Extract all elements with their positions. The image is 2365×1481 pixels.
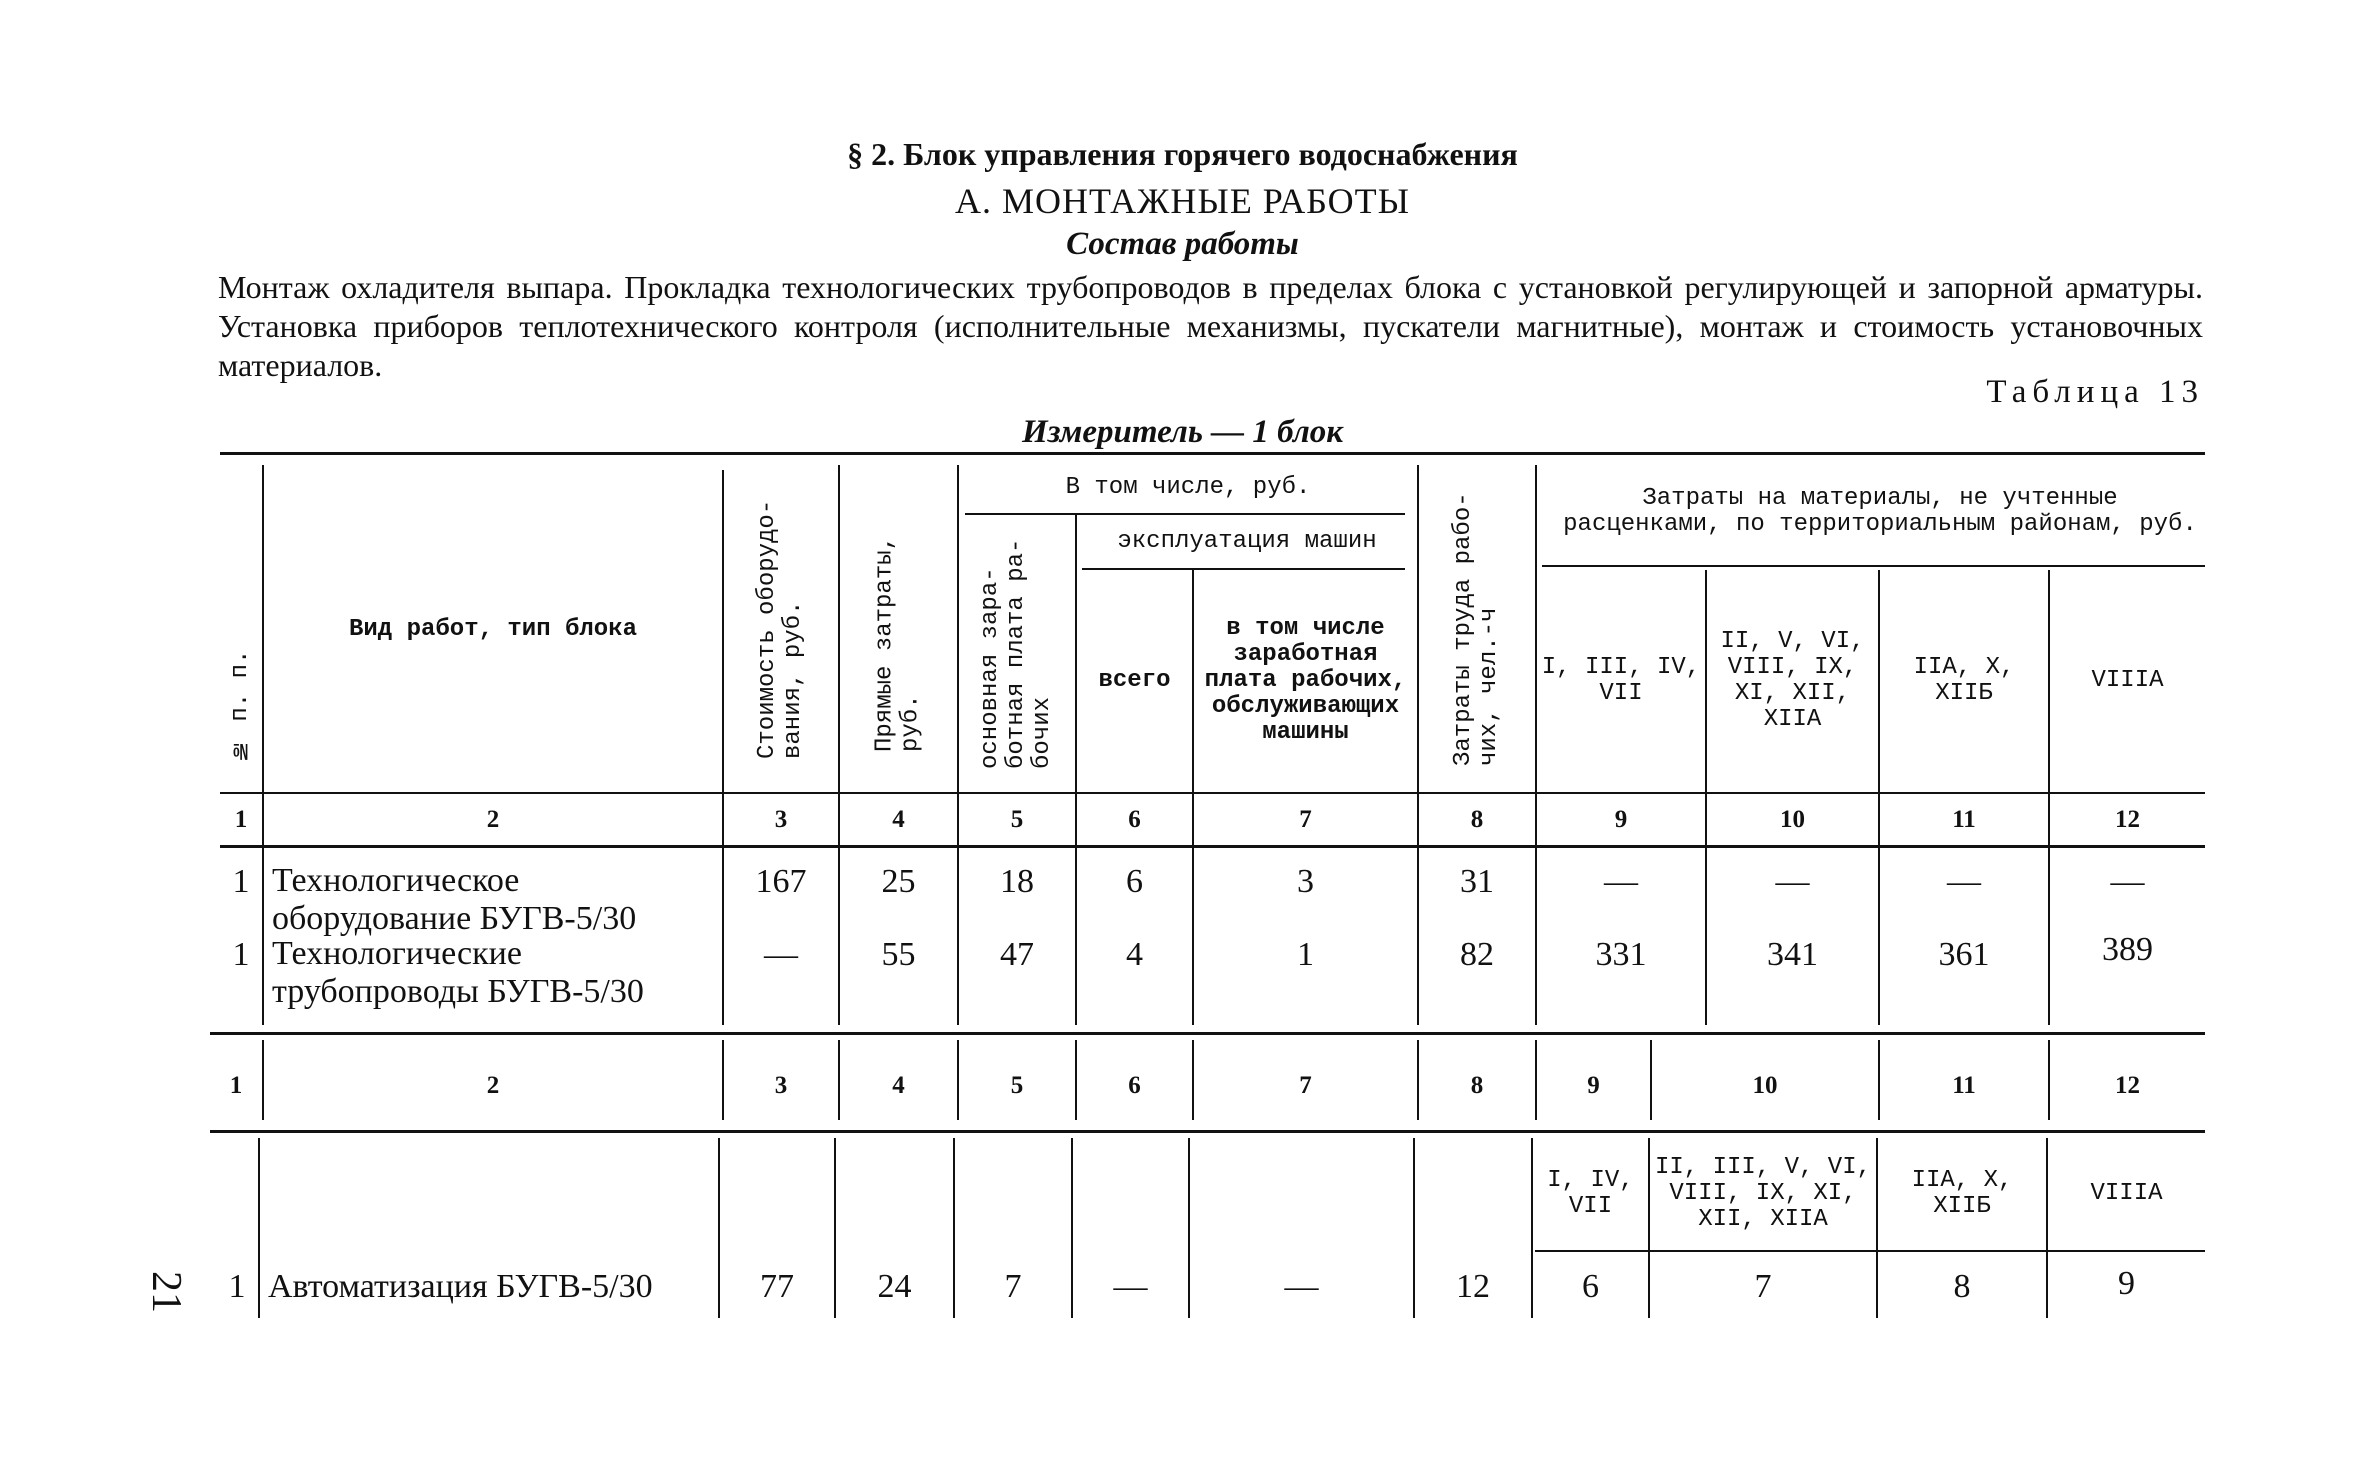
material-cost: 341	[1767, 936, 1818, 973]
group-incl-header: В том числе, руб.	[1065, 474, 1311, 501]
material-cost: —	[2110, 863, 2145, 900]
measurer: Измеритель — 1 блок	[1022, 414, 1343, 450]
labor-hours: 31	[1460, 863, 1494, 900]
col-number: 9	[1614, 806, 1628, 833]
machines-total: —	[1113, 1268, 1148, 1305]
base-wage: 7	[1004, 1268, 1022, 1305]
work-type: Технологическое оборудование БУГВ-5/30	[272, 862, 637, 937]
col-number: 1	[234, 806, 248, 833]
material-cost: 361	[1938, 936, 1990, 973]
section-title: § 2. Блок управления горячего водоснабжения	[847, 136, 1518, 172]
labor-hours: 82	[1460, 936, 1494, 973]
machines-wage: —	[1284, 1268, 1319, 1305]
col-number: 2	[486, 806, 500, 833]
col-number: 11	[1952, 806, 1976, 833]
sub-col9-header: I, IV, VII	[1547, 1167, 1634, 1220]
col4-header: Прямые затраты, руб.	[871, 535, 925, 753]
machines-wage: 1	[1297, 936, 1314, 973]
table-label: Таблица 13	[1986, 374, 2204, 410]
machines-wage: 3	[1297, 863, 1314, 900]
row-number: 1	[232, 863, 250, 900]
equipment-cost: 167	[755, 863, 807, 900]
col-number: 11	[1952, 1072, 1976, 1099]
work-type: Автоматизация БУГВ-5/30	[268, 1268, 653, 1305]
col-number: 8	[1470, 806, 1484, 833]
row-number: 1	[228, 1268, 246, 1305]
material-cost: —	[1775, 863, 1810, 900]
base-wage: 47	[1000, 936, 1034, 973]
direct-costs: 24	[877, 1268, 912, 1305]
col2-header: Вид работ, тип блока	[348, 616, 638, 643]
sub-col10-header: II, III, V, VI, VIII, IX, XI, XII, XIIA	[1654, 1154, 1872, 1233]
page-number: 21	[143, 1271, 189, 1313]
col-number: 3	[774, 806, 788, 833]
work-type: Технологические трубопроводы БУГВ-5/30	[272, 935, 644, 1010]
col3-header: Стоимость оборудо- вания, руб.	[754, 499, 807, 759]
col6-header: всего	[1098, 667, 1171, 694]
base-wage: 18	[1000, 863, 1034, 900]
equipment-cost: 77	[760, 1268, 794, 1305]
col-number: 10	[1780, 806, 1805, 833]
col-number: 7	[1299, 1072, 1312, 1099]
group-exploit-header: эксплуатация машин	[1117, 528, 1377, 555]
col-number: 12	[2115, 806, 2140, 833]
composition-title: Состав работы	[1066, 226, 1299, 262]
col9-header: I, III, IV, VII	[1541, 654, 1701, 707]
col5-header: основная зара- ботная плата ра- бочих	[977, 538, 1056, 770]
description: Монтаж охладителя выпара. Прокладка технологических трубопроводов в пределах блока с установкой регулирующей и запорной арматуры. Установка приборов теплотехнического контроля (исполнительные механизмы, пускатели магнитные), монтаж и стоимость установочных материалов.	[218, 269, 2203, 383]
material-cost: —	[1604, 863, 1638, 900]
col-number: 12	[2115, 1072, 2140, 1099]
col12-header: VIIIA	[2091, 667, 2164, 694]
machines-total: 6	[1126, 863, 1143, 900]
col-number: 7	[1299, 806, 1312, 833]
col-number: 10	[1752, 1072, 1778, 1099]
col-number: 3	[774, 1072, 788, 1099]
col7-header: в том числе заработная плата рабочих, обслуживающих машины	[1204, 615, 1407, 746]
row-number: 1	[232, 936, 250, 973]
material-cost: 331	[1595, 936, 1647, 973]
col-number: 6	[1128, 1072, 1141, 1099]
direct-costs: 25	[881, 863, 916, 900]
material-cost: 389	[2102, 931, 2153, 968]
material-cost: 8	[1953, 1268, 1971, 1305]
col1-header: № п. п.	[227, 649, 254, 763]
equipment-cost: —	[764, 936, 798, 973]
col-number: 4	[892, 1072, 905, 1099]
col-number: 4	[892, 806, 905, 833]
col-number: 6	[1128, 806, 1141, 833]
labor-hours: 12	[1456, 1268, 1490, 1305]
col-number: 2	[486, 1072, 500, 1099]
col8-header: Затраты труда рабо- чих, чел.-ч	[1450, 492, 1503, 766]
col-number: 5	[1010, 806, 1024, 833]
sub-col12-header: VIIIA	[2090, 1180, 2163, 1207]
material-cost: 7	[1754, 1268, 1772, 1305]
col10-header: II, V, VI, VIII, IX, XI, XII, XIIA	[1720, 628, 1865, 733]
sub-col11-header: IIA, X, XIIБ	[1911, 1167, 2013, 1220]
machines-total: 4	[1126, 936, 1143, 973]
group-materials-header: Затраты на материалы, не учтенные расценками, по территориальным районам, руб.	[1563, 485, 2197, 538]
col-number: 5	[1010, 1072, 1024, 1099]
part-title: А. МОНТАЖНЫЕ РАБОТЫ	[954, 181, 1411, 221]
col-number: 8	[1470, 1072, 1484, 1099]
col-number: 1	[229, 1072, 243, 1099]
col-number: 9	[1587, 1072, 1600, 1099]
col11-header: IIA, X, XIIБ	[1913, 654, 2015, 707]
material-cost: 6	[1582, 1268, 1599, 1305]
direct-costs: 55	[881, 936, 916, 973]
material-cost: 9	[2118, 1265, 2135, 1302]
material-cost: —	[1947, 863, 1981, 900]
